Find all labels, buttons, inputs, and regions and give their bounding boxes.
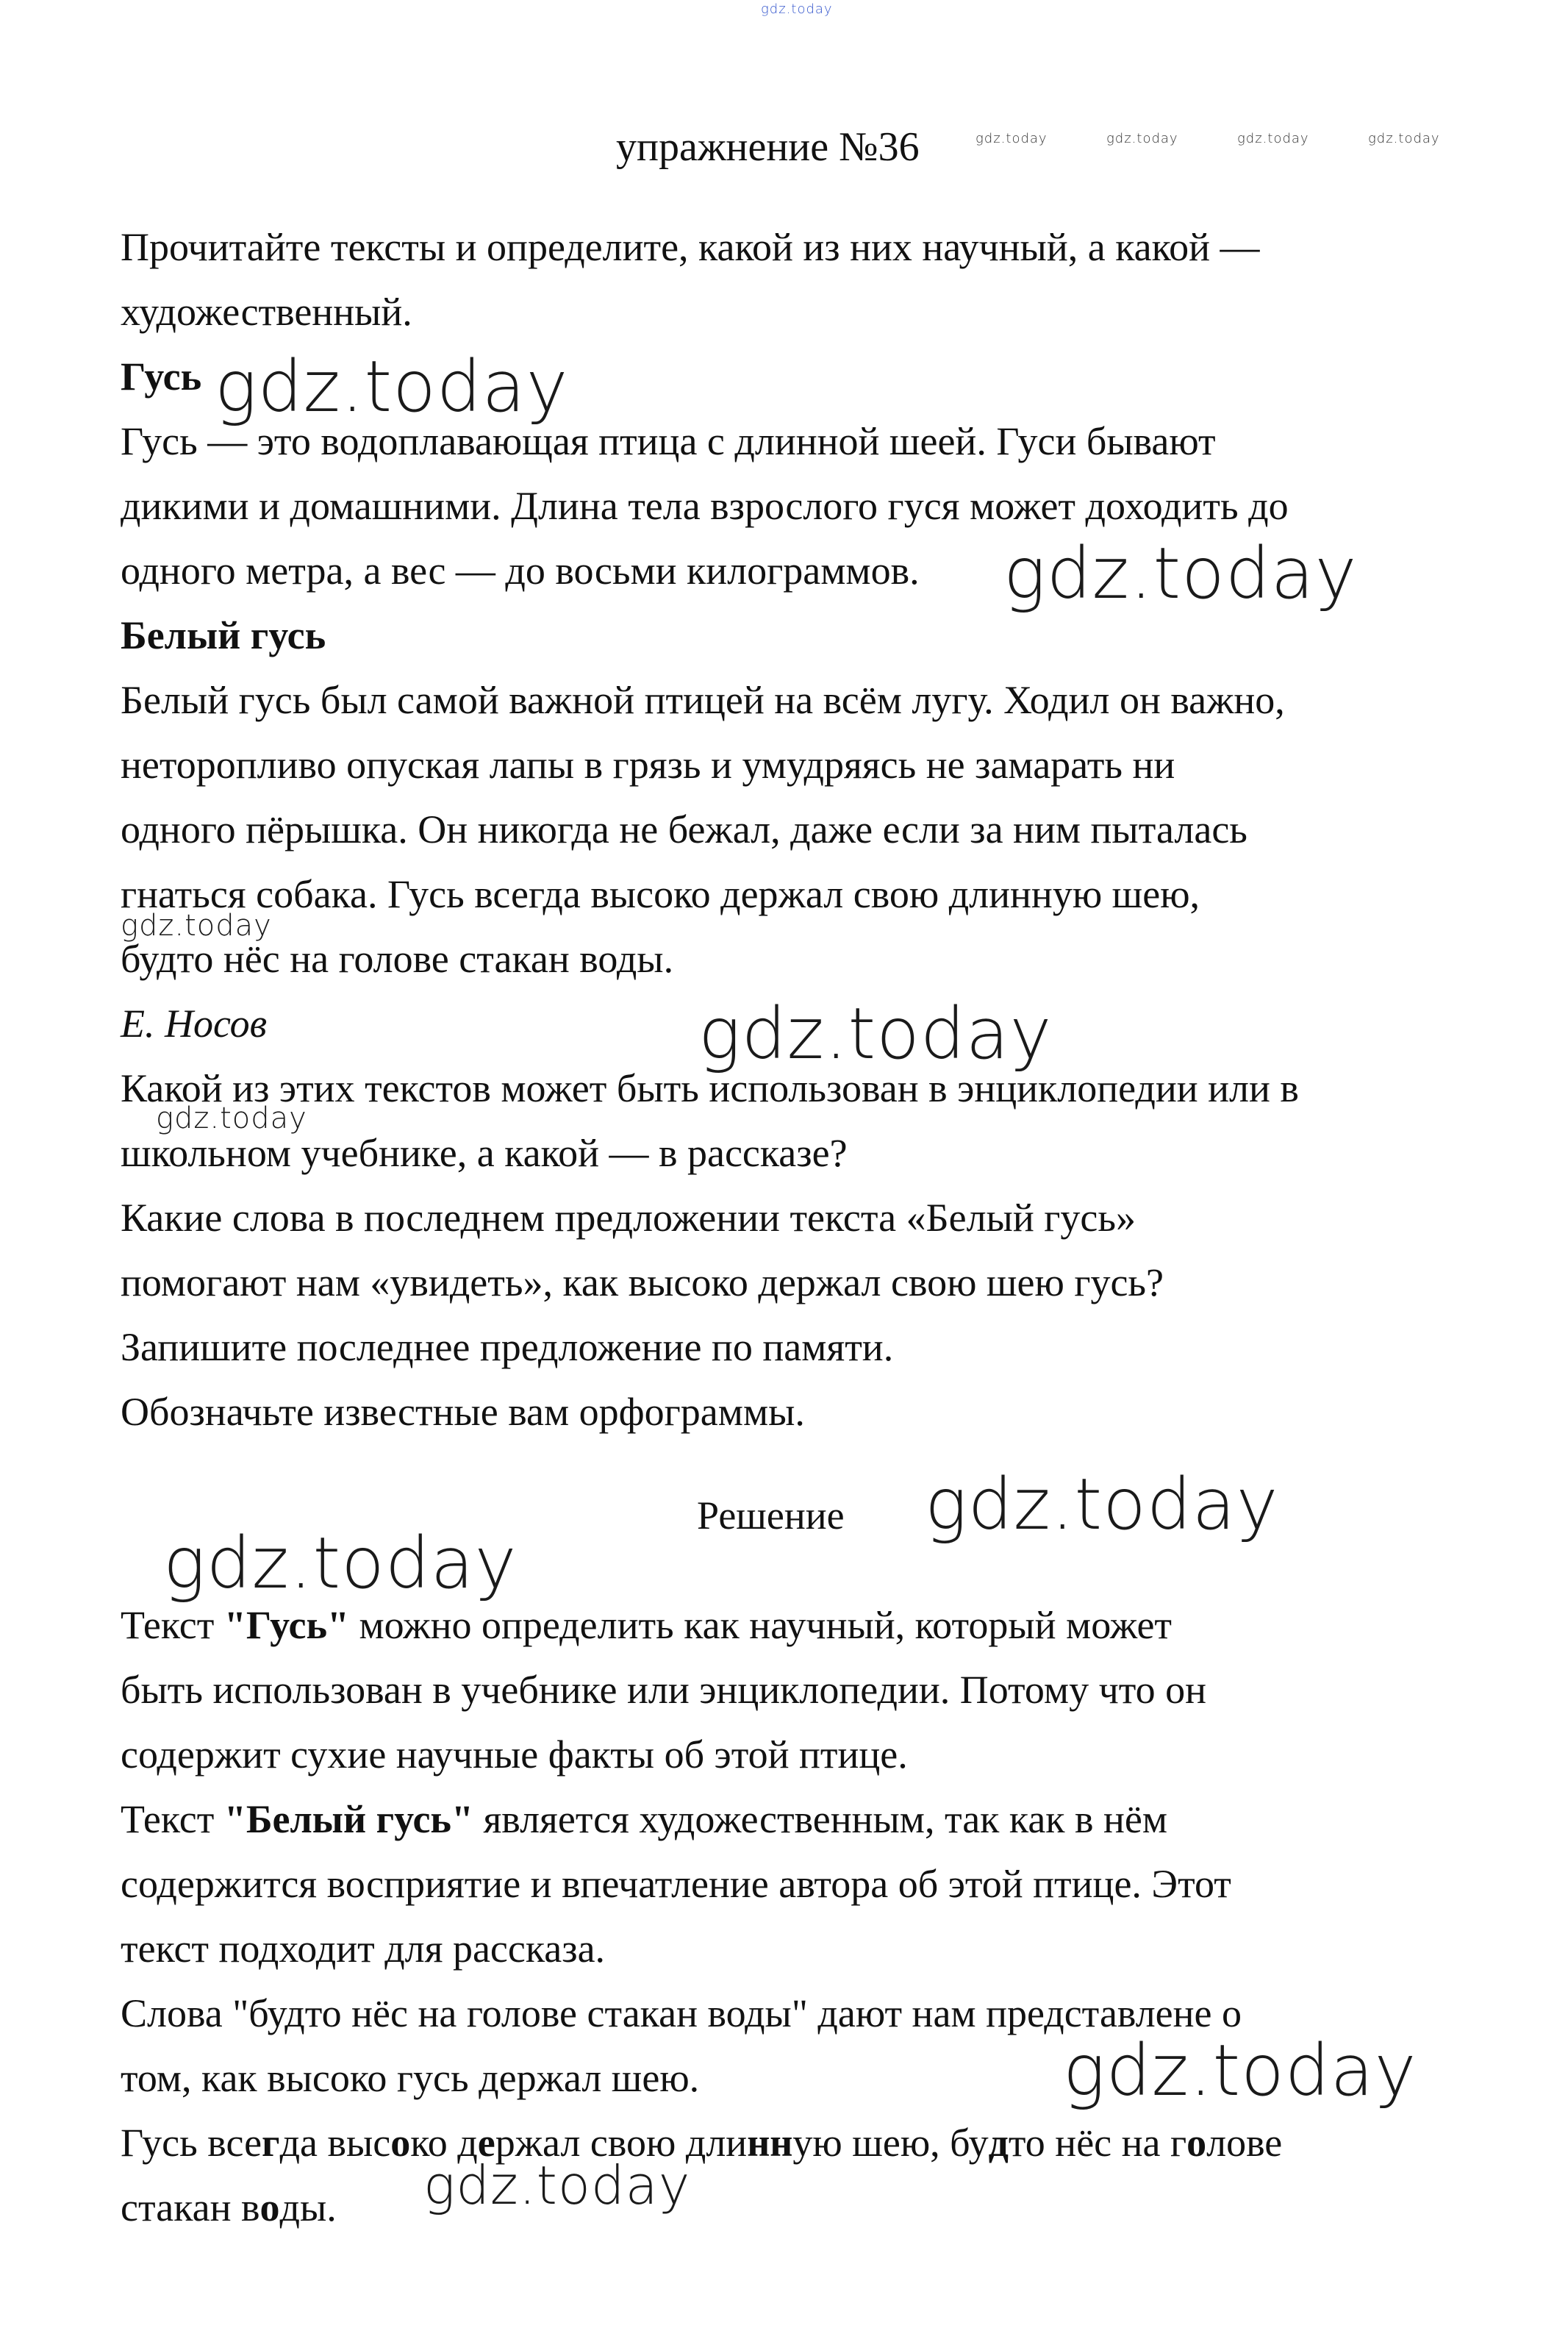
watermark-medium: gdz.today — [423, 2154, 691, 2216]
instruction-line: Прочитайте тексты и определите, какой из них научный, а какой — — [121, 225, 1260, 269]
watermark-large: gdz.today — [925, 1463, 1279, 1546]
text1-line: одного метра, а вес — до восьми килограммов. — [121, 549, 920, 593]
orthogram-highlight: о — [390, 2121, 411, 2165]
sentence-fragment: ко д — [410, 2121, 478, 2165]
text1-title: Гусь — [121, 354, 202, 399]
solution-line: содержит сухие научные факты об этой птице. — [121, 1732, 908, 1777]
sentence-fragment: Гусь все — [121, 2121, 262, 2165]
watermark-large: gdz.today — [698, 993, 1053, 1075]
orthogram-highlight: о — [259, 2185, 280, 2229]
sentence-fragment: стакан в — [121, 2185, 260, 2229]
watermark-large: gdz.today — [163, 1522, 518, 1604]
solution-line: содержится восприятие и впечатление автора об этой птице. Этот — [121, 1862, 1231, 1906]
solution-text: можно определить как научный, который может — [348, 1603, 1173, 1647]
solution-text: Текст — [121, 1603, 224, 1647]
final-sentence-line — [121, 2110, 1282, 2175]
exercise-title: упражнение №36 — [616, 124, 920, 170]
question-line: Запишите последнее предложение по памяти. — [121, 1325, 894, 1369]
sentence-fragment: лове — [1206, 2121, 1283, 2165]
text1-line: дикими и домашними. Длина тела взрослого гуся может доходить до — [121, 484, 1289, 528]
text2-title: Белый гусь — [121, 613, 326, 657]
solution-text: является художественным, так как в нём — [473, 1797, 1168, 1841]
solution-line: Слова "будто нёс на голове стакан воды" дают нам представлене о — [121, 1991, 1242, 2035]
solution-text: Текст — [121, 1797, 224, 1841]
watermark-small: gdz.today — [121, 909, 272, 943]
question-line: Какой из этих текстов может быть использован в энциклопедии или в — [121, 1066, 1299, 1110]
text2-line: будто нёс на голове стакан воды. — [121, 937, 674, 981]
author: Е. Носов — [121, 1001, 268, 1046]
question-line: помогают нам «увидеть», как высоко держал свою шею гусь? — [121, 1260, 1164, 1304]
watermark-large: gdz.today — [1063, 2029, 1417, 2112]
watermark-tiny: gdz.today — [1106, 131, 1178, 146]
sentence-fragment: ды. — [279, 2185, 337, 2229]
orthogram-highlight: о — [1186, 2121, 1207, 2165]
sentence-fragment: ую шею, бу — [792, 2121, 989, 2165]
watermark-small: gdz.today — [156, 1101, 307, 1135]
orthogram-highlight: д — [988, 2121, 1009, 2165]
solution-title-ref: "Белый гусь" — [223, 1797, 473, 1841]
orthogram-highlight: г — [262, 2121, 280, 2165]
sentence-fragment: ржал свою дли — [495, 2121, 748, 2165]
sentence-fragment: да выс — [279, 2121, 391, 2165]
question-line: Обозначьте известные вам орфограммы. — [121, 1390, 805, 1434]
orthogram-highlight: е — [477, 2121, 495, 2165]
solution-heading: Решение — [697, 1493, 845, 1538]
orthogram-highlight: нн — [747, 2121, 793, 2165]
sentence-fragment: то нёс на г — [1008, 2121, 1187, 2165]
text2-line: одного пёрышка. Он никогда не бежал, даже если за ним пыталась — [121, 807, 1247, 851]
solution-title-ref: "Гусь" — [223, 1603, 349, 1647]
text2-line: гнаться собака. Гусь всегда высоко держал свою длинную шею, — [121, 872, 1200, 916]
watermark-tiny: gdz.today — [1237, 131, 1309, 146]
solution-line: том, как высоко гусь держал шею. — [121, 2056, 700, 2100]
text2-line: Белый гусь был самой важной птицей на всём лугу. Ходил он важно, — [121, 678, 1285, 722]
instruction-line: художественный. — [121, 290, 412, 334]
text2-line: неторопливо опуская лапы в грязь и умудряясь не замарать ни — [121, 743, 1175, 787]
question-line: школьном учебнике, а какой — в рассказе? — [121, 1131, 848, 1175]
solution-line: быть использован в учебнике или энциклопедии. Потому что он — [121, 1668, 1207, 1712]
text1-line: Гусь — это водоплавающая птица с длинной шеей. Гуси бывают — [121, 419, 1216, 463]
final-sentence-line — [121, 2175, 337, 2240]
watermark-large: gdz.today — [215, 346, 569, 428]
solution-p2-first-line — [121, 1787, 1167, 1852]
solution-line: текст подходит для рассказа. — [121, 1927, 606, 1971]
question-line: Какие слова в последнем предложении текста «Белый гусь» — [121, 1196, 1136, 1240]
watermark-tiny: gdz.today — [1368, 131, 1440, 146]
watermark-tiny: gdz.today — [975, 131, 1048, 146]
solution-p1-first-line — [121, 1593, 1172, 1657]
top-watermark: gdz.today — [761, 1, 833, 17]
watermark-large: gdz.today — [1003, 532, 1358, 615]
